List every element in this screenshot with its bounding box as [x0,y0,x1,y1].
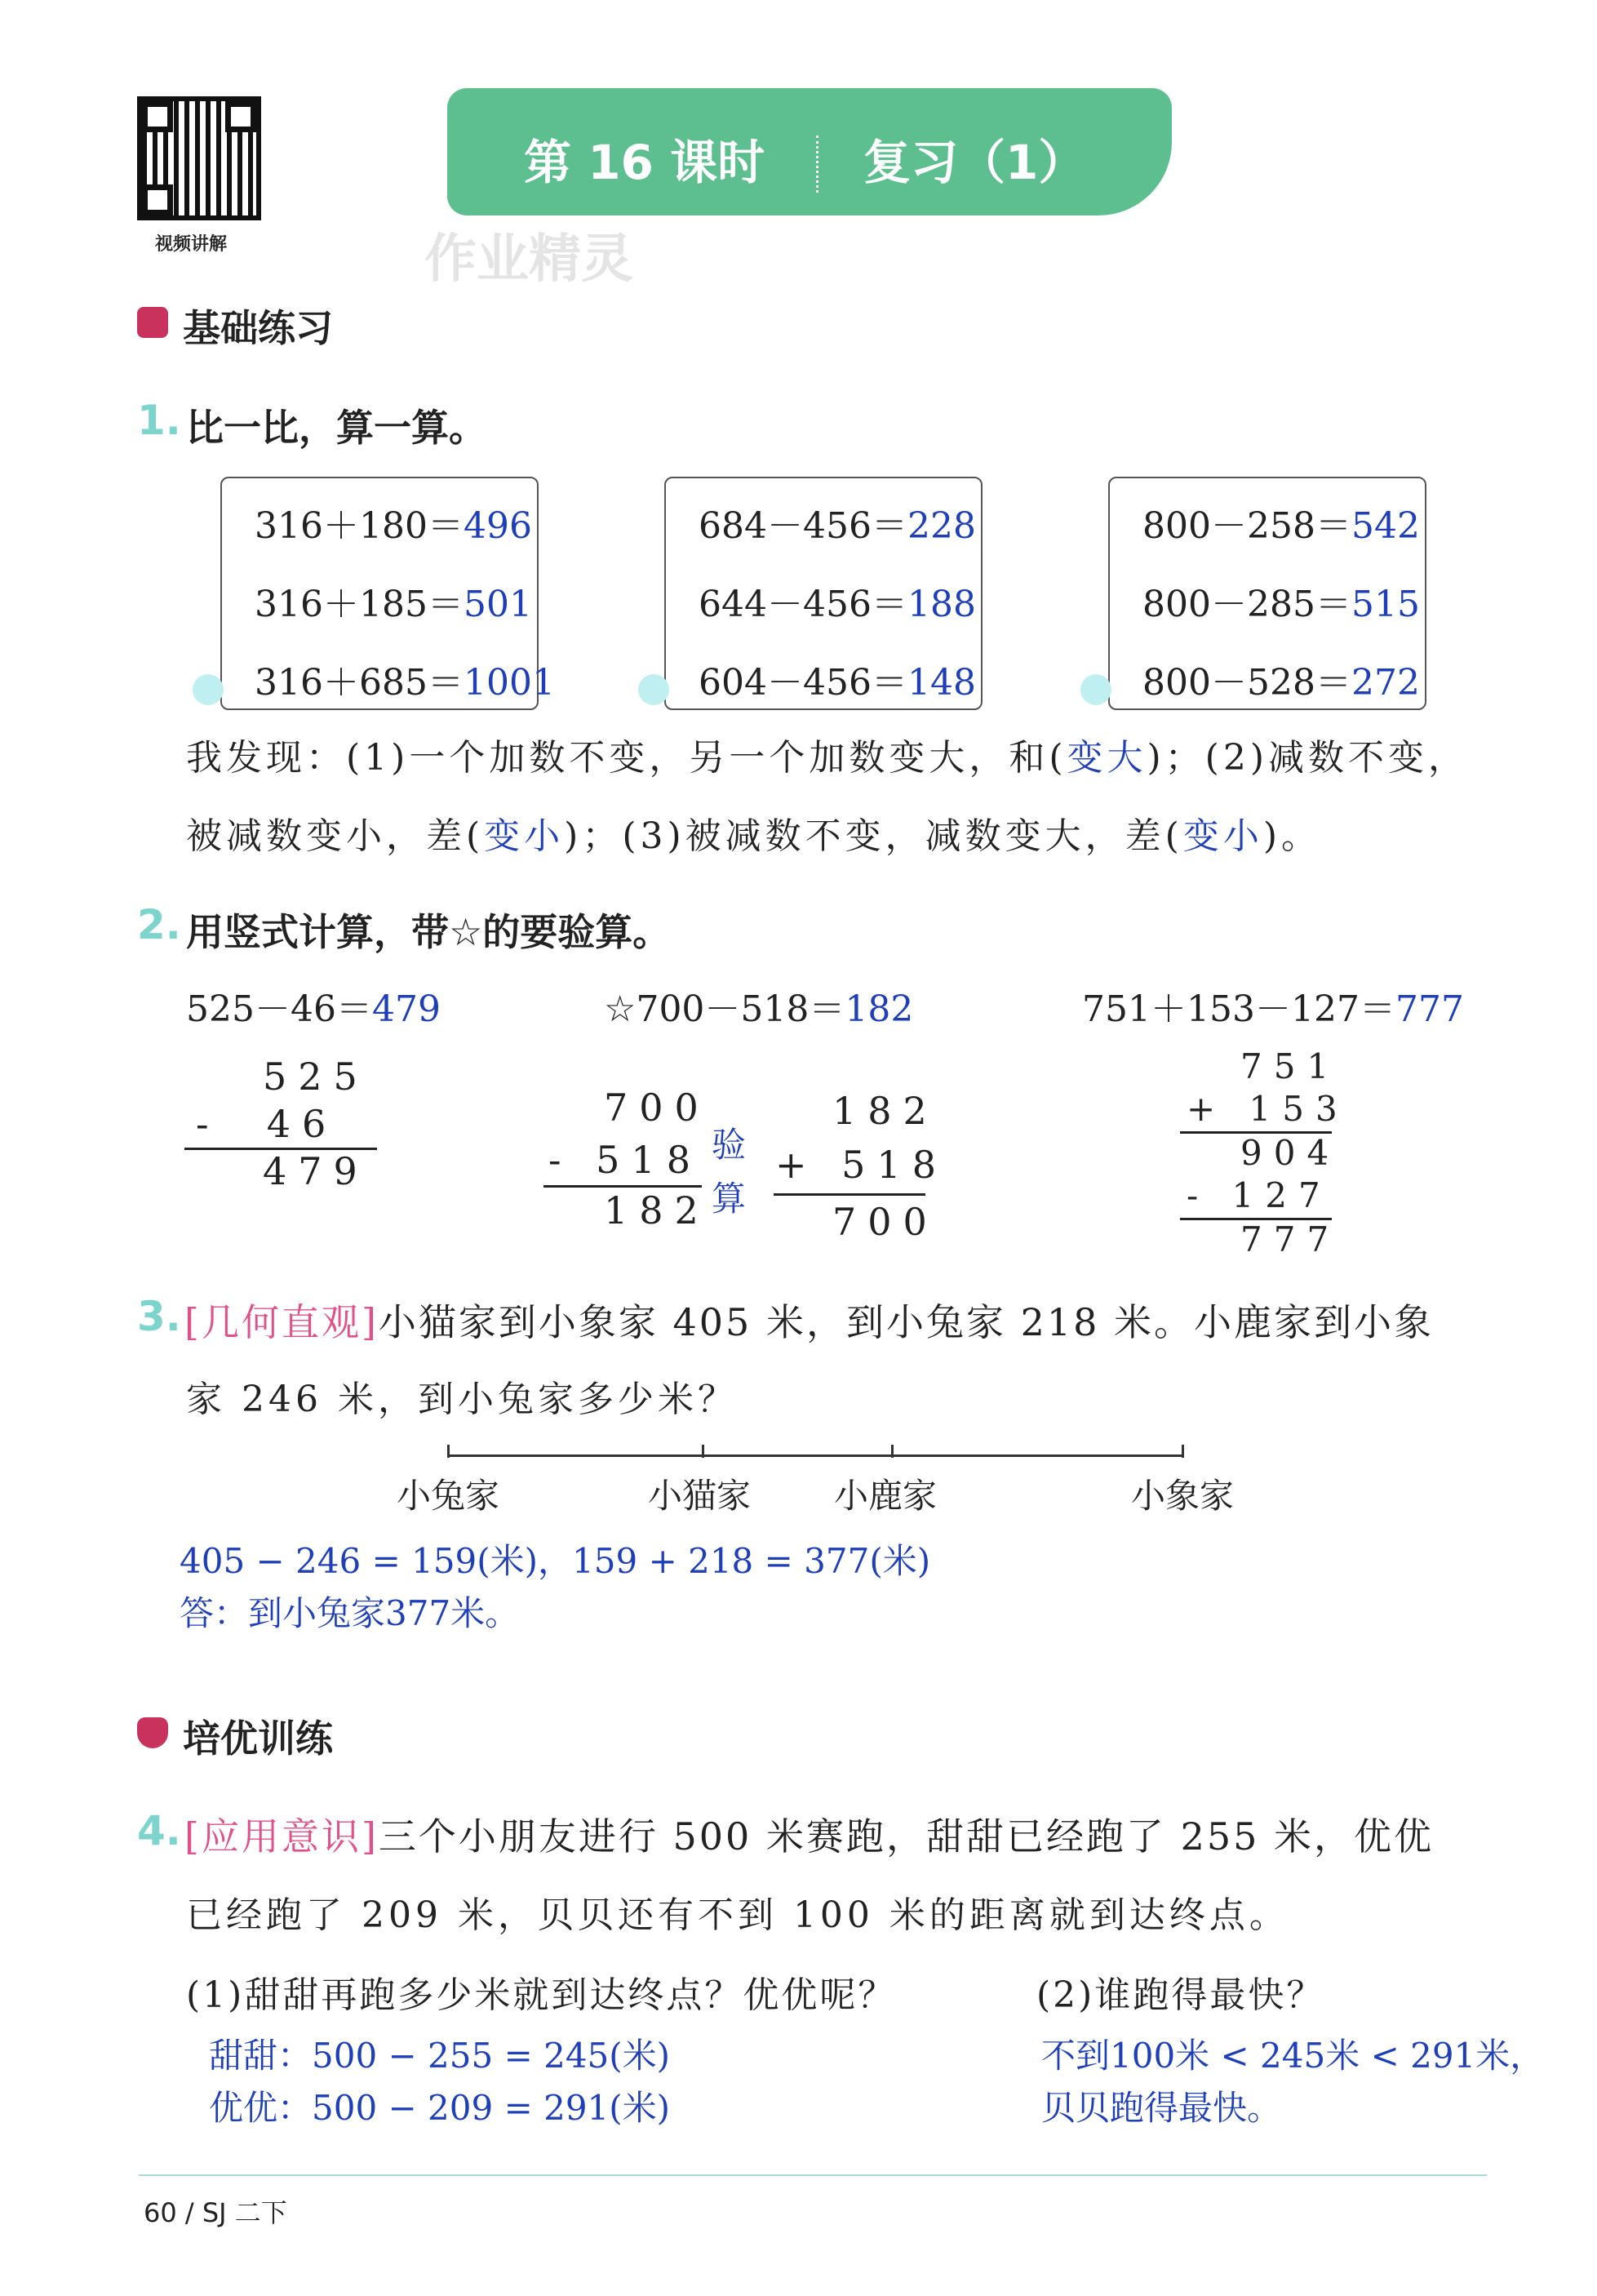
answer-text: 479 [371,988,441,1030]
question-number: 2. [137,901,181,948]
equation-text: 751＋153－127＝ [1082,988,1395,1030]
answer-text: 777 [1395,988,1464,1030]
answer-text: 变小 [1182,815,1263,857]
line-tick [1182,1445,1184,1458]
calc-rule [774,1193,925,1196]
banner-divider [816,135,818,193]
lesson-topic: 复习（1） [863,135,1086,190]
calc-line: + 153 [1187,1089,1349,1129]
calc-line: 700 [604,1086,710,1130]
answer-text: 不到100米 < 245米 < 291米， [1041,2036,1545,2076]
sub-question: (1)甜甜再跑多少米就到达终点？优优呢？ [186,1974,897,2016]
equation-text: 604－456＝ [699,662,907,704]
answer-text: 228 [907,505,976,547]
calc-line: 700 [832,1200,938,1244]
equation-text: ☆700－518＝ [604,988,845,1030]
calc-line: 182 [604,1188,710,1232]
answer-text: 501 [463,584,532,625]
equation-text: 644－456＝ [699,584,907,625]
answer-text: 272 [1351,662,1420,704]
question-number: 3. [137,1293,181,1340]
question-prompt: 用竖式计算，带☆的要验算。 [186,910,671,954]
question-text: 家 246 米，到小兔家多少米？ [186,1379,738,1420]
mouse-icon [1080,674,1111,705]
question-text: [应用意识]三个小朋友进行 500 米赛跑，甜甜已经跑了 255 米，优优 [184,1814,1434,1859]
answer-text: 优优：500 − 209 = 291(米) [209,2088,671,2128]
question-text: 已经跑了 209 米，贝贝还有不到 100 米的距离就到达终点。 [186,1894,1289,1936]
equation-box [1108,477,1426,710]
mouse-icon [638,674,669,705]
calc-line: 777 [1240,1219,1341,1259]
calc-line: - 46 [196,1102,338,1146]
answer-text: 188 [907,584,976,625]
skill-tag: [几何直观] [184,1300,379,1344]
calc-line: 479 [263,1149,369,1193]
question-number: 1. [137,397,181,444]
calc-line: + 518 [775,1143,947,1187]
qr-code[interactable] [137,96,261,220]
question-number: 4. [137,1807,181,1854]
section-title: 培优训练 [183,1716,333,1761]
finding-line-2: 被减数变小，差(变小)；(3)被减数不变，减数变大，差(变小)。 [186,815,1322,857]
equation-text: 800－528＝ [1142,662,1351,704]
answer-text: 496 [463,505,532,547]
answer-text: 148 [907,662,976,704]
equation-text: 316＋180＝ [255,505,464,547]
equation-text: 684－456＝ [699,505,907,547]
calc-line: 182 [832,1089,938,1133]
place-label: 小猫家 [648,1476,752,1516]
check-label: 算 [712,1179,747,1219]
section-icon [137,307,168,338]
watermark: 作业精灵 [424,229,633,290]
answer-text: 542 [1351,505,1420,547]
qr-caption: 视频讲解 [155,234,228,255]
equation-text: 316＋685＝ [255,662,464,704]
lesson-banner [447,88,1172,215]
sub-question: (2)谁跑得最快？ [1036,1974,1325,2016]
page-number: 60 / SJ 二下 [144,2197,287,2228]
qr-corner [142,101,173,132]
place-label: 小象家 [1131,1476,1235,1516]
place-label: 小兔家 [397,1476,500,1516]
answer-text: 变小 [484,815,565,857]
qr-corner [142,184,173,215]
answer-text: 贝贝跑得最快。 [1041,2088,1282,2128]
mouse-icon [193,674,224,705]
section-icon [137,1717,168,1748]
line-tick [891,1445,894,1458]
answer-text: 变大 [1067,737,1147,779]
calc-line: - 518 [548,1138,702,1182]
lesson-number: 第 16 课时 [524,135,765,190]
place-label: 小鹿家 [834,1476,938,1516]
skill-tag: [应用意识] [184,1814,379,1859]
question-text: [几何直观]小猫家到小象家 405 米，到小兔家 218 米。小鹿家到小象 [184,1300,1434,1344]
finding-line-1: 我发现：(1)一个加数不变，另一个加数变大，和(变大)；(2)减数不变， [186,737,1468,779]
equation-text: 525－46＝ [186,988,372,1030]
equation-text: 316＋185＝ [255,584,464,625]
equation-text: 800－258＝ [1142,505,1351,547]
distance-line [447,1454,1183,1457]
footer-divider [139,2174,1487,2176]
answer-text: 答：到小兔家377米。 [180,1593,520,1633]
calc-rule [543,1185,702,1188]
line-tick [702,1445,704,1458]
calc-line: 904 [1240,1133,1341,1173]
line-tick [447,1445,450,1458]
answer-text: 1001 [463,662,555,704]
answer-text: 甜甜：500 − 255 = 245(米) [209,2036,671,2076]
answer-text: 405 − 246 = 159(米)，159 + 218 = 377(米) [180,1541,931,1581]
calc-line: - 127 [1187,1175,1332,1215]
equation-box [220,477,555,710]
qr-corner [225,101,256,132]
section-title: 基础练习 [183,306,333,350]
calc-line: 751 [1240,1046,1341,1086]
answer-text: 182 [845,988,914,1030]
question-prompt: 比一比，算一算。 [186,406,486,450]
equation-text: 800－285＝ [1142,584,1351,625]
answer-text: 515 [1351,584,1420,625]
equation-box [664,477,983,710]
check-label: 验 [712,1125,747,1165]
calc-line: 525 [263,1055,369,1099]
